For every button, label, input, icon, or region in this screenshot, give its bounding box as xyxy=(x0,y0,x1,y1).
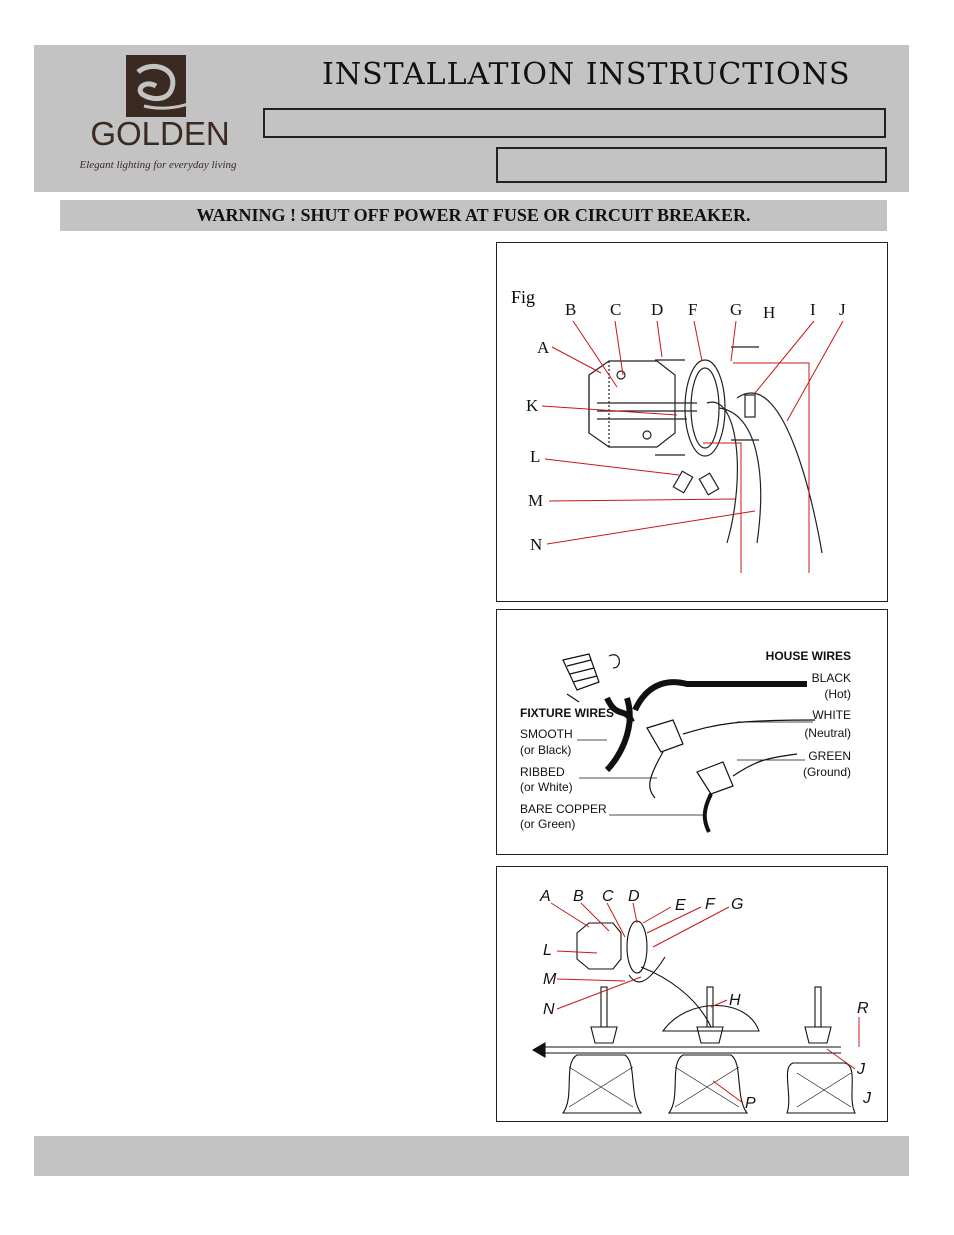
black-label: BLACK xyxy=(811,671,851,685)
fig1-caption: Fig xyxy=(511,287,536,307)
fig1-label-m: M xyxy=(528,491,544,510)
fig3-label-h: H xyxy=(729,992,741,1009)
fixture-wires-heading: FIXTURE WIRES xyxy=(520,706,615,720)
model-field xyxy=(263,108,886,138)
fig3-label-c: C xyxy=(602,888,614,905)
fig3-label-g: G xyxy=(731,896,744,913)
golden-logo xyxy=(80,50,240,180)
house-wires-heading: HOUSE WIRES xyxy=(765,649,851,663)
or-green-label: (or Green) xyxy=(520,817,576,831)
fig3-label-r: R xyxy=(857,1000,869,1017)
footer-band xyxy=(34,1136,909,1176)
fig3-label-j-lower: J xyxy=(863,1090,871,1107)
junction-box-drawing xyxy=(589,347,822,553)
page-title: INSTALLATION INSTRUCTIONS xyxy=(322,57,851,92)
fig3-label-a: A xyxy=(540,888,551,905)
fig3-label-b: B xyxy=(573,888,584,905)
white-label: WHITE xyxy=(812,708,851,722)
model-number-field xyxy=(496,147,887,183)
brand-tagline: Elegant lighting for everyday living xyxy=(80,159,237,171)
fig1-label-l: L xyxy=(530,447,541,466)
brand-name: GOLDEN xyxy=(90,115,230,152)
fig3-label-l: L xyxy=(543,942,552,959)
fig1-label-c: C xyxy=(610,300,622,319)
fig3-label-e: E xyxy=(675,897,686,914)
fig1-label-j: J xyxy=(839,300,846,319)
fig1-label-f: F xyxy=(688,300,698,319)
fig1-label-n: N xyxy=(530,535,543,554)
fixture-drawing xyxy=(533,921,855,1113)
green-label: GREEN xyxy=(808,749,851,763)
fig3-label-f: F xyxy=(705,896,715,913)
fig1-label-d: D xyxy=(651,300,664,319)
figure-2 xyxy=(496,609,888,855)
fig1-label-i: I xyxy=(810,300,816,319)
header-band xyxy=(34,45,909,192)
bare-copper-label: BARE COPPER xyxy=(520,802,607,816)
ribbed-label: RIBBED xyxy=(520,765,565,779)
fig1-label-k: K xyxy=(526,396,539,415)
figure-3 xyxy=(496,866,888,1122)
or-black-label: (or Black) xyxy=(520,743,572,757)
fig1-label-a: A xyxy=(537,338,550,357)
warning-banner: WARNING ! SHUT OFF POWER AT FUSE OR CIRCUIT BREAKER. xyxy=(60,200,887,231)
ground-label: (Ground) xyxy=(802,765,851,779)
fig3-label-d: D xyxy=(628,888,640,905)
or-white-label: (or White) xyxy=(520,780,573,794)
fig3-label-n: N xyxy=(543,1001,555,1018)
fig3-label-m: M xyxy=(543,971,557,988)
q-logo-icon xyxy=(80,50,240,180)
fig3-label-p: P xyxy=(745,1095,756,1112)
smooth-label: SMOOTH xyxy=(520,727,573,741)
hot-label: (Hot) xyxy=(824,687,851,701)
fig1-label-b: B xyxy=(565,300,577,319)
neutral-label: (Neutral) xyxy=(804,726,851,740)
fig1-label-h: H xyxy=(763,303,776,322)
fig3-label-j-upper: J xyxy=(857,1061,865,1078)
figure-1 xyxy=(496,242,888,602)
fig3-leader-lines xyxy=(551,903,859,1103)
fig1-label-g: G xyxy=(730,300,743,319)
fig1-leader-lines xyxy=(542,321,843,573)
